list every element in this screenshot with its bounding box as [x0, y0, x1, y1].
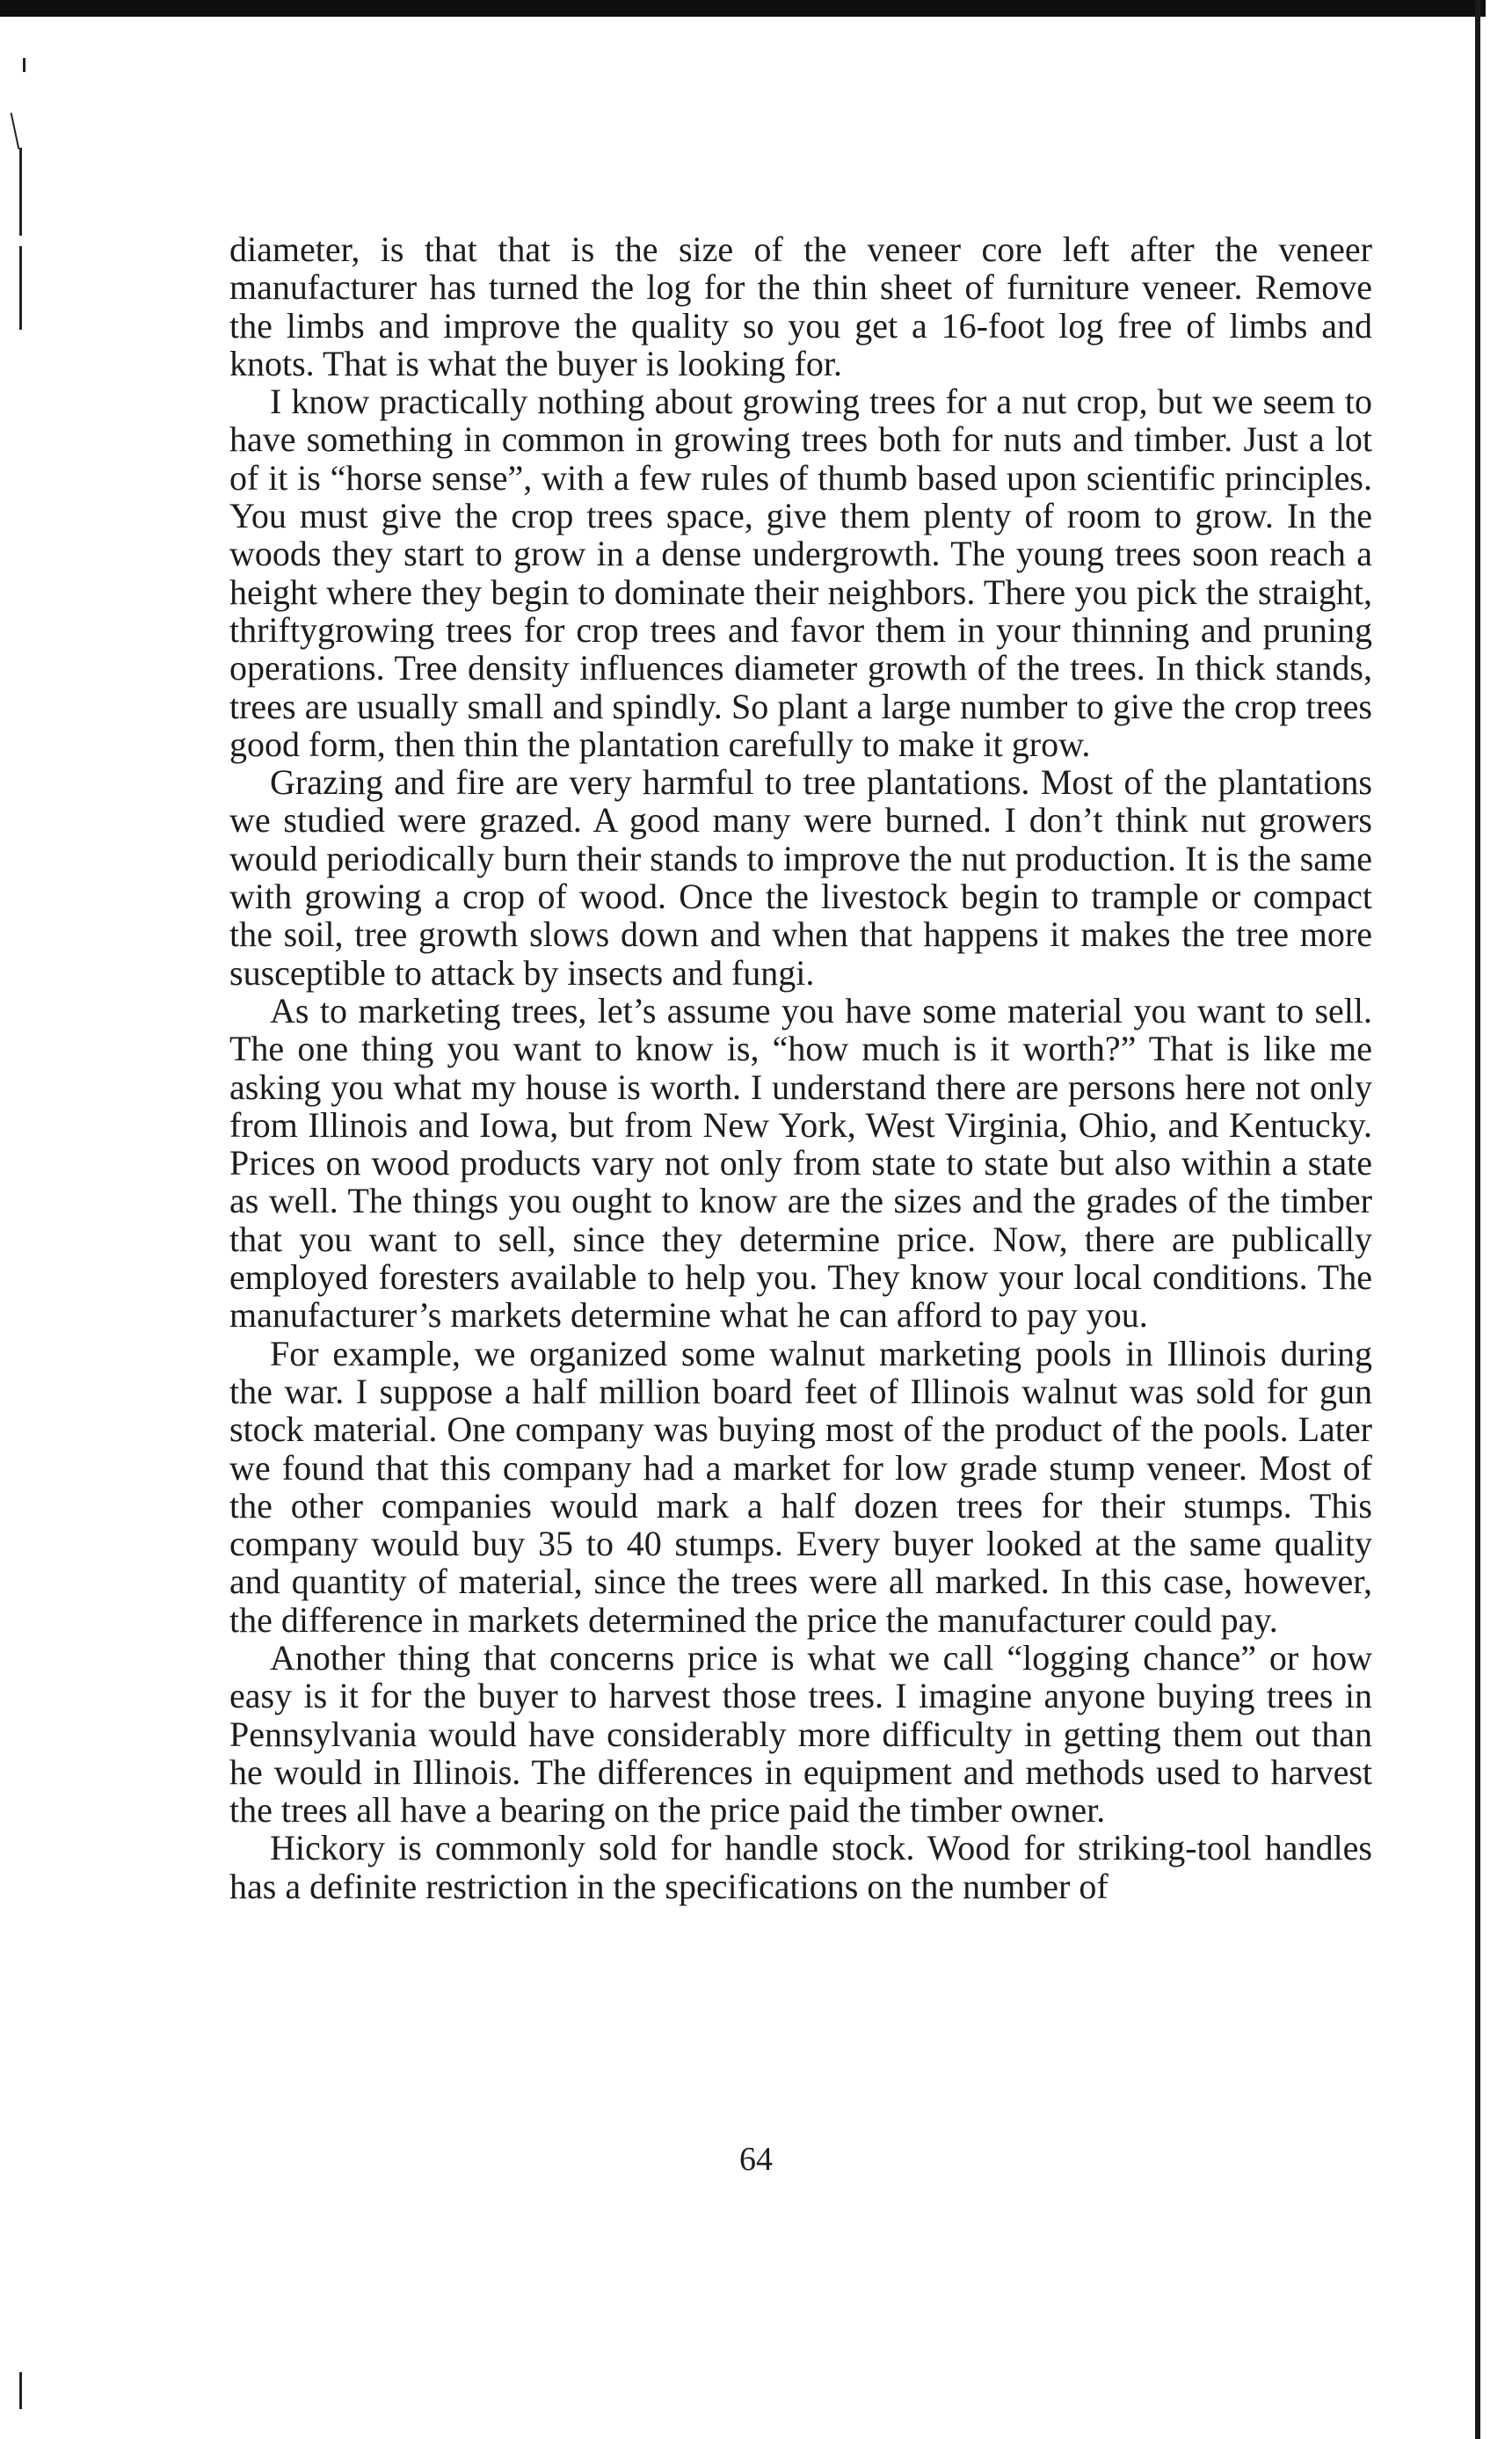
margin-mark: [19, 246, 22, 330]
top-border-rule: [0, 0, 1486, 17]
paragraph: Grazing and fire are very harmful to tree plantations. Most of the plantations we studied were grazed. A good many were burned. I don’t think nut growers would periodically burn their stands to improve the nut production. It is the same with growing a crop of wood. Once the livestock begin to trample or compact the soil, tree growth slows down and when that happens it makes the tree more susceptible to attack by insects and fungi.: [229, 762, 1372, 993]
margin-mark: [19, 148, 22, 236]
margin-mark: [23, 58, 25, 72]
paragraph: Another thing that concerns price is what we call “logging chance” or how easy is it for the buyer to harvest those trees. I imagine anyone buying trees in Pennsylvania would have considerably more difficulty in getting them out than he would in Illinois. The differences in equipment and methods used to harvest the trees all have a bearing on the price paid the timber owner.: [229, 1637, 1372, 1831]
paragraph: diameter, is that that is the size of the veneer core left after the veneer manufacturer has turned the log for the thin sheet of furniture veneer. Remove the limbs and improve the quality so you get a 16-foot log free of limbs and knots. That is what the buyer is looking for.: [229, 229, 1372, 383]
margin-mark: [19, 2372, 22, 2409]
margin-mark: [11, 113, 20, 149]
right-page-edge: [1475, 0, 1480, 2439]
paragraph: For example, we organized some walnut marketing pools in Illinois during the war. I suppose a half million board feet of Illinois walnut was sold for gun stock material. One company was buying most of the product of the pools. Later we found that this company had a market for low grade stump veneer. Most of the other companies would mark a half dozen trees for their stumps. This company would buy 35 to 40 stumps. Every buyer looked at the same quality and quantity of material, since the trees were all marked. In this case, however, the difference in markets determined the price the manufacturer could pay.: [229, 1333, 1372, 1640]
page-number: 64: [739, 2141, 773, 2178]
paragraph: Hickory is commonly sold for handle stock. Wood for striking-tool handles has a definite restriction in the specifications on the number of: [229, 1828, 1372, 1906]
paragraph: I know practically nothing about growing trees for a nut crop, but we seem to have something in common in growing trees both for nuts and timber. Just a lot of it is “horse sense”, with a few rules of thumb based upon scientific principles. You must give the crop trees space, give them plenty of room to grow. In the woods they start to grow in a dense undergrowth. The young trees soon reach a height where they begin to dominate their neighbors. There you pick the straight, thriftygrowing trees for crop trees and favor them in your thinning and pruning operations. Tree density influences diameter growth of the trees. In thick stands, trees are usually small and spindly. So plant a large number to give the crop trees good form, then thin the plantation carefully to make it grow.: [229, 382, 1372, 764]
paragraph: As to marketing trees, let’s assume you have some material you want to sell. The one thing you want to know is, “how much is it worth?” That is like me asking you what my house is worth. I understand there are persons here not only from Illinois and Iowa, but from New York, West Virginia, Ohio, and Kentucky. Prices on wood products vary not only from state to state but also within a state as well. The things you ought to know are the sizes and the grades of the timber that you want to sell, since they determine price. Now, there are publically employed foresters available to help you. They know your local conditions. The manufacturer’s markets determine what he can afford to pay you.: [229, 990, 1372, 1336]
page-body: [229, 230, 1372, 1905]
